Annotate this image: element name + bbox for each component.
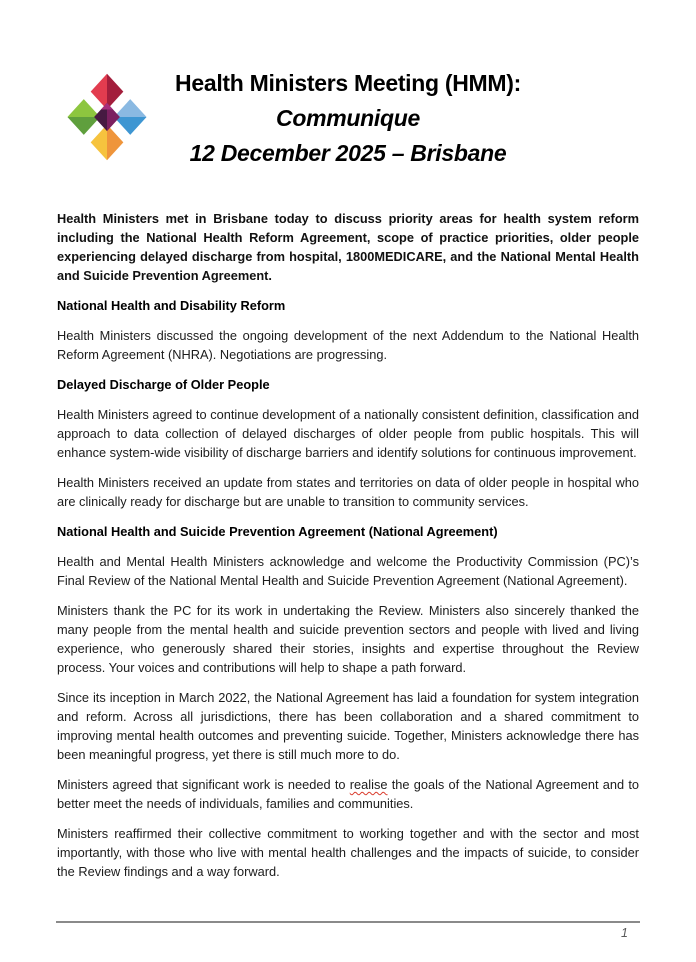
footer-divider: [56, 921, 640, 923]
section-heading-delayed-discharge: Delayed Discharge of Older People: [57, 377, 270, 392]
paragraph-discharge-2: Health Ministers received an update from states and territories on data of older people in hospital who are clinically ready for discharge but are unable to transition to community services.: [57, 475, 639, 509]
paragraph-agreement-2: Ministers thank the PC for its work in undertaking the Review. Ministers also sincerely thanked the many people from the mental health and suicide prevention sectors and people with lived and living experience, who generously shared their stories, insights and expertise throughout the Review process. Your voices and contributions will help to shape a path forward.: [57, 603, 639, 675]
paragraph-realise-after: the goals of the National Agreement and to better meet the needs of individuals, families and communities.: [57, 777, 640, 811]
paragraph-agreement-1: Health and Mental Health Ministers acknowledge and welcome the Productivity Commission (PC)’s Final Review of the National Mental Health and Suicide Prevention Agreement (National Agreement).: [57, 554, 639, 588]
health-ministers-meeting-logo-icon: [64, 70, 150, 169]
diamond-logo-icon: [64, 70, 150, 164]
document-title-line3: 12 December 2025 – Brisbane: [189, 140, 507, 166]
paragraph-nhra: Health Ministers discussed the ongoing development of the next Addendum to the National Health Reform Agreement (NHRA). Negotiations are progressing.: [57, 328, 639, 362]
section-heading-suicide-prevention: National Health and Suicide Prevention Agreement (National Agreement): [57, 524, 498, 539]
document-title-line1: Health Ministers Meeting (HMM):: [175, 70, 521, 96]
paragraph-final: Ministers reaffirmed their collective commitment to working together and with the sector and most importantly, with those who live with mental health challenges and the impacts of suicide, to consider the Review findings and a way forward.: [57, 826, 639, 879]
document-title-line2: Communique: [276, 105, 420, 131]
page-number: 1: [621, 926, 628, 940]
paragraph-realise-before: Ministers agreed that significant work is needed to: [57, 777, 350, 792]
intro-paragraph: Health Ministers met in Brisbane today to discuss priority areas for health system reform including the National Health Reform Agreement, scope of practice priorities, older people experiencing delayed discharge from hospital, 1800MEDICARE, and the National Mental Health and Suicide Prevention Agreement.: [57, 211, 639, 283]
paragraph-agreement-3: Since its inception in March 2022, the National Agreement has laid a foundation for system integration and reform. Across all jurisdictions, there has been collaboration and a shared commitment to improving mental health outcomes and preventing suicide. Together, Ministers acknowledge there has been meaningful progress, yet there is still much more to do.: [57, 690, 639, 762]
section-heading-disability-reform: National Health and Disability Reform: [57, 298, 286, 313]
paragraph-discharge-1: Health Ministers agreed to continue development of a nationally consistent definition, classification and approach to data collection of delayed discharges of older people from public hospitals. This will enhance system-wide visibility of discharge barriers and identify solutions for continuous improvement.: [57, 407, 639, 460]
paragraph-realise: [57, 775, 639, 813]
document-body: [0, 171, 696, 881]
spellcheck-underlined-word: realise: [349, 777, 388, 792]
